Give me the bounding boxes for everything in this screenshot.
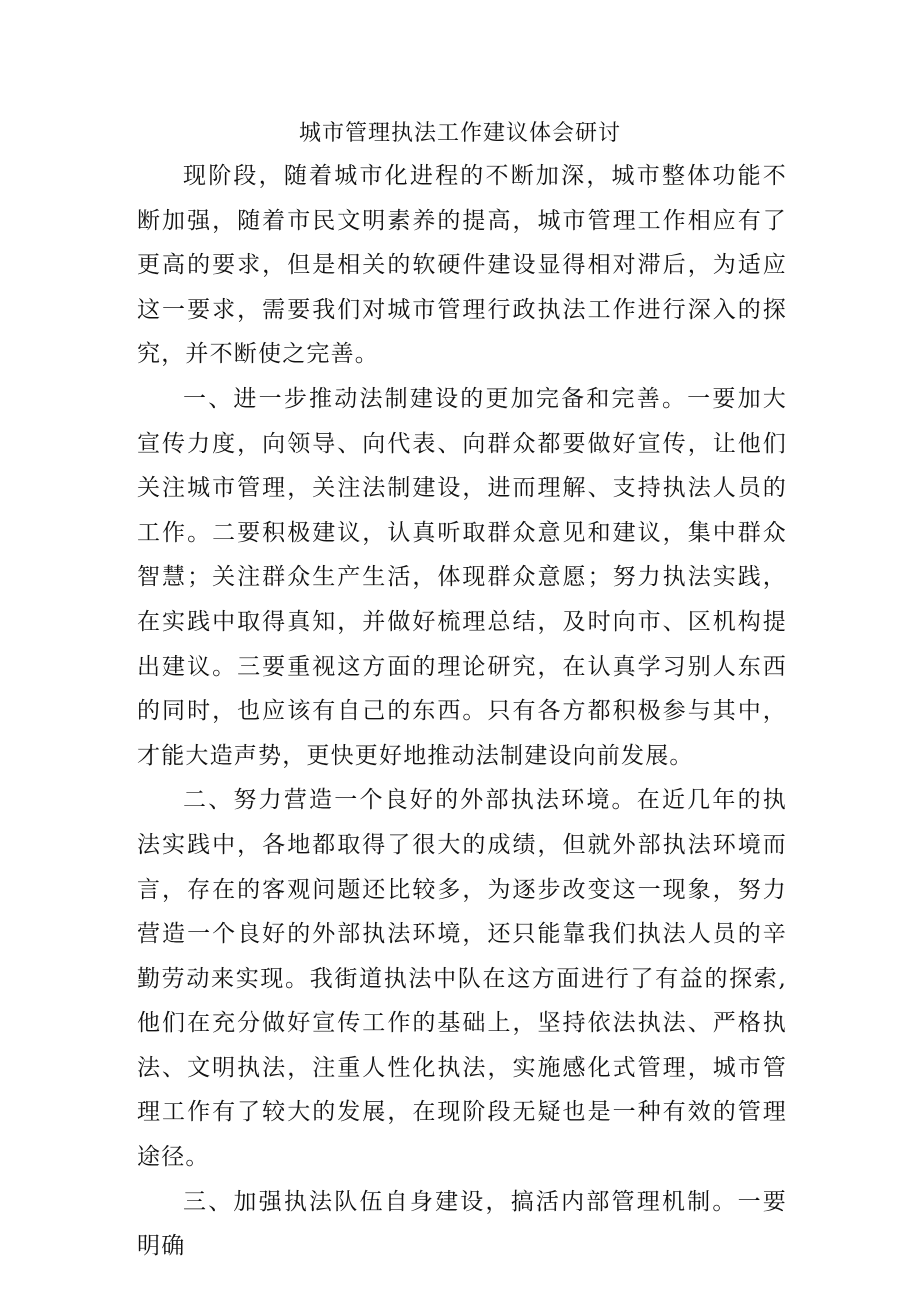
paragraph-section-1: 一、进一步推动法制建设的更加完备和完善。一要加大宣传力度，向领导、向代表、向群众都要做好宣传，让他们关注城市管理，关注法制建设，进而理解、支持执法人员的工作。二要积极建议，认真听取群众意见和建议，集中群众智慧；关注群众生产生活，体现群众意愿；努力执法实践，在实践中取得真知，并做好梳理总结，及时向市、区机构提出建议。三要重视这方面的理论研究，在认真学习别人东西的同时，也应该有自己的东西。只有各方都积极参与其中，才能大造声势，更快更好地推动法制建设向前发展。 (137, 385, 787, 769)
paragraph-intro: 现阶段，随着城市化进程的不断加深，城市整体功能不断加强，随着市民文明素养的提高，城市管理工作相应有了更高的要求，但是相关的软硬件建设显得相对滞后，为适应这一要求，需要我们对城市管理行政执法工作进行深入的探究，并不断使之完善。 (137, 163, 787, 368)
paragraph-section-3: 三、加强执法队伍自身建设，搞活内部管理机制。一要明确 (137, 1188, 787, 1260)
document-title: 城市管理执法工作建议体会研讨 (298, 121, 621, 146)
paragraph-section-2: 二、努力营造一个良好的外部执法环境。在近几年的执法实践中，各地都取得了很大的成绩，但就外部执法环境而言，存在的客观问题还比较多，为逐步改变这一现象，努力营造一个良好的外部执法环境，还只能靠我们执法人员的辛勤劳动来实现。我街道执法中队在这方面进行了有益的探索,他们在充分做好宣传工作的基础上，坚持依法执法、严格执法、文明执法，注重人性化执法，实施感化式管理，城市管理工作有了较大的发展，在现阶段无疑也是一种有效的管理途径。 (137, 787, 787, 1171)
document-body (137, 154, 787, 1269)
